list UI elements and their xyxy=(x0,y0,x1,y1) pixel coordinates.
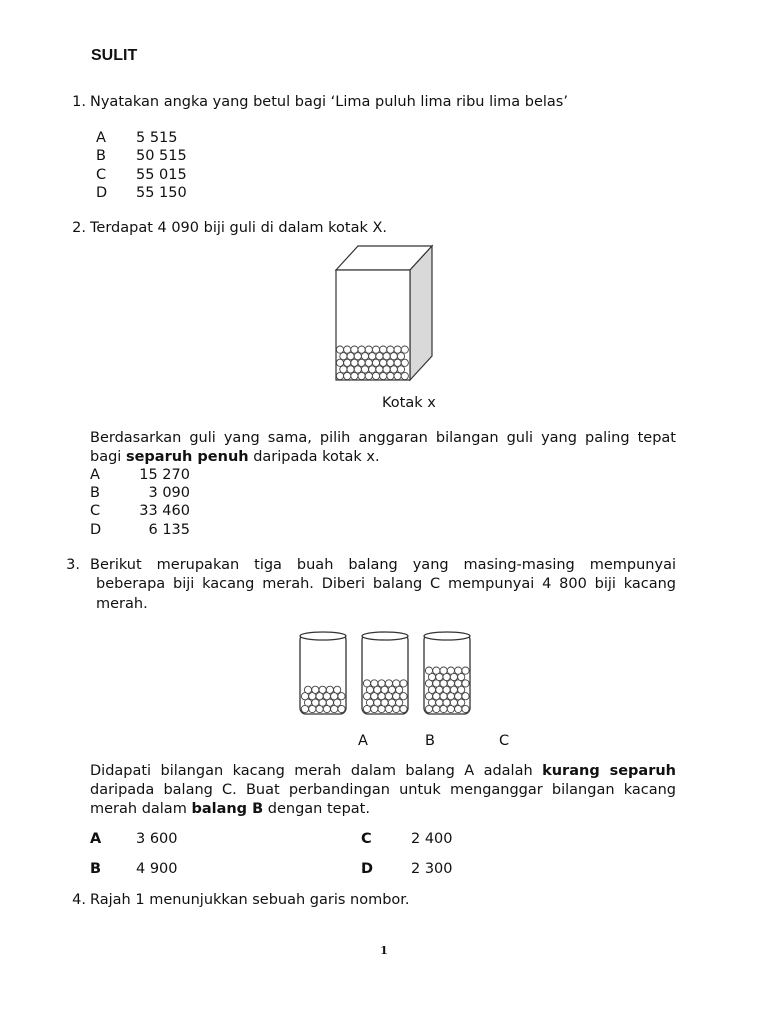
q4-number: 4. xyxy=(72,892,86,908)
marble xyxy=(387,359,394,366)
bean xyxy=(425,667,432,674)
option-letter: B xyxy=(90,861,102,877)
marble xyxy=(372,359,379,366)
bean xyxy=(378,680,385,687)
marble xyxy=(401,372,408,379)
marble xyxy=(365,372,372,379)
marble xyxy=(358,372,365,379)
marble xyxy=(372,346,379,353)
bean xyxy=(338,693,345,700)
marble xyxy=(344,372,351,379)
bean xyxy=(462,693,469,700)
option-value: 55 150 xyxy=(136,184,187,201)
marble xyxy=(358,359,365,366)
q3-para-l3-pre: merah dalam xyxy=(90,801,192,817)
q1-number: 1. xyxy=(72,94,86,110)
option-value: 2 400 xyxy=(411,831,453,847)
marble xyxy=(383,353,390,360)
option-letter: D xyxy=(361,861,374,877)
bean xyxy=(334,686,341,693)
option-letter: A xyxy=(90,831,102,847)
jar-label-a: A xyxy=(358,733,368,749)
q3-option-a[interactable] xyxy=(90,831,178,847)
marble xyxy=(390,353,397,360)
q1-options xyxy=(96,129,187,202)
bean xyxy=(393,680,400,687)
q2-option-b[interactable] xyxy=(90,484,190,502)
bean xyxy=(400,693,407,700)
marble xyxy=(344,346,351,353)
page-number: 1 xyxy=(380,944,388,957)
bean xyxy=(400,705,407,712)
q3-line1: Berikut merupakan tiga buah balang yang masing-masing mempunyai xyxy=(90,557,676,573)
q3-para-l1-pre: Didapati bilangan kacang merah dalam balang A adalah xyxy=(90,763,543,779)
q2-para-bold: separuh penuh xyxy=(125,449,249,465)
bean xyxy=(462,705,469,712)
bean xyxy=(326,686,333,693)
marble xyxy=(347,353,354,360)
option-letter: C xyxy=(96,166,107,183)
marble xyxy=(401,359,408,366)
marble xyxy=(383,366,390,373)
marble xyxy=(369,353,376,360)
q2-para-post: daripada kotak x. xyxy=(248,449,380,465)
marble xyxy=(354,353,361,360)
marble xyxy=(354,366,361,373)
marble xyxy=(376,366,383,373)
marble xyxy=(390,366,397,373)
q2-number: 2. xyxy=(72,220,86,236)
marble xyxy=(336,372,343,379)
q2-para-line2 xyxy=(90,449,380,465)
bean xyxy=(440,667,447,674)
marble xyxy=(380,346,387,353)
q3-para-line2: daripada balang C. Buat perbandingan untuk menganggar bilangan kacang xyxy=(90,782,676,798)
option-letter: D xyxy=(96,184,108,201)
bean xyxy=(338,705,345,712)
q3-number: 3. xyxy=(66,557,80,573)
bean xyxy=(400,680,407,687)
marble xyxy=(376,353,383,360)
option-letter: D xyxy=(90,521,102,538)
bean xyxy=(304,686,311,693)
option-letter: A xyxy=(96,130,106,146)
q3-para-l3-bold: balang B xyxy=(191,801,264,817)
q2-figure-caption: Kotak x xyxy=(382,395,436,411)
marble xyxy=(340,366,347,373)
marble xyxy=(372,372,379,379)
marble xyxy=(340,353,347,360)
bean xyxy=(455,667,462,674)
bean xyxy=(447,667,454,674)
marble xyxy=(351,359,358,366)
header-sulit: SULIT xyxy=(91,47,138,64)
option-value: 3 090 xyxy=(148,485,190,502)
q1-text: Nyatakan angka yang betul bagi ‘Lima puluh lima ribu lima belas’ xyxy=(90,94,568,110)
marble xyxy=(394,359,401,366)
option-value: 4 900 xyxy=(136,861,178,877)
q2-para-line1: Berdasarkan guli yang sama, pilih anggaran bilangan guli yang paling tepat xyxy=(90,430,676,446)
option-value: 50 515 xyxy=(136,148,187,165)
marble xyxy=(369,366,376,373)
box-x-figure xyxy=(330,240,440,385)
q2-options xyxy=(90,466,190,539)
jar-lid xyxy=(362,632,408,640)
q3-option-b[interactable] xyxy=(90,861,178,877)
q1-option-a[interactable] xyxy=(96,129,187,147)
q3-option-c[interactable] xyxy=(361,831,453,847)
marble xyxy=(387,372,394,379)
q2-option-a[interactable] xyxy=(90,466,190,484)
bean xyxy=(319,686,326,693)
marble xyxy=(365,346,372,353)
marble xyxy=(394,372,401,379)
q3-para-line3 xyxy=(90,801,370,817)
marble xyxy=(361,353,368,360)
option-value: 55 015 xyxy=(136,166,187,183)
marble xyxy=(397,353,404,360)
option-value: 15 270 xyxy=(139,467,190,483)
option-value: 2 300 xyxy=(411,861,453,877)
marble xyxy=(347,366,354,373)
q2-option-c[interactable] xyxy=(90,502,190,520)
option-letter: A xyxy=(90,467,100,483)
marble xyxy=(365,359,372,366)
option-value: 33 460 xyxy=(139,503,190,520)
q1-option-b[interactable] xyxy=(96,147,187,165)
marble xyxy=(344,359,351,366)
marble xyxy=(387,346,394,353)
q3-para-l1-bold: kurang separuh xyxy=(542,763,676,779)
bean xyxy=(462,680,469,687)
marble xyxy=(394,346,401,353)
q3-para-l3-post: dengan tepat. xyxy=(263,801,370,817)
q1-option-d[interactable] xyxy=(96,184,187,202)
q2-para-pre: bagi xyxy=(90,449,126,465)
marble xyxy=(380,372,387,379)
jar-label-b: B xyxy=(425,733,435,749)
q4-text: Rajah 1 menunjukkan sebuah garis nombor. xyxy=(90,892,410,908)
q3-option-d[interactable] xyxy=(361,861,453,877)
q3-para-line1 xyxy=(90,763,676,779)
option-value: 3 600 xyxy=(136,831,178,847)
jar-lid xyxy=(300,632,346,640)
jar-lid xyxy=(424,632,470,640)
q3-line3: merah. xyxy=(96,596,148,612)
jar-label-c: C xyxy=(499,733,510,749)
option-letter: B xyxy=(90,485,100,502)
q2-option-d[interactable] xyxy=(90,521,190,539)
bean xyxy=(385,680,392,687)
bean xyxy=(312,686,319,693)
marble xyxy=(397,366,404,373)
bean xyxy=(433,667,440,674)
marble xyxy=(380,359,387,366)
option-letter: C xyxy=(361,831,372,847)
jars-figure xyxy=(298,628,474,718)
q3-line2: beberapa biji kacang merah. Diberi balang C mempunyai 4 800 biji kacang xyxy=(96,576,676,592)
q2-text: Terdapat 4 090 biji guli di dalam kotak X. xyxy=(90,220,388,236)
marble xyxy=(351,372,358,379)
marble xyxy=(351,346,358,353)
marble xyxy=(401,346,408,353)
option-value: 5 515 xyxy=(136,130,178,146)
option-letter: C xyxy=(90,503,101,520)
option-letter: B xyxy=(96,148,106,165)
bean xyxy=(462,667,469,674)
marble xyxy=(336,359,343,366)
marble xyxy=(358,346,365,353)
bean xyxy=(371,680,378,687)
marble xyxy=(361,366,368,373)
bean xyxy=(363,680,370,687)
marble xyxy=(336,346,343,353)
q1-option-c[interactable] xyxy=(96,166,187,184)
option-value: 6 135 xyxy=(148,521,190,538)
